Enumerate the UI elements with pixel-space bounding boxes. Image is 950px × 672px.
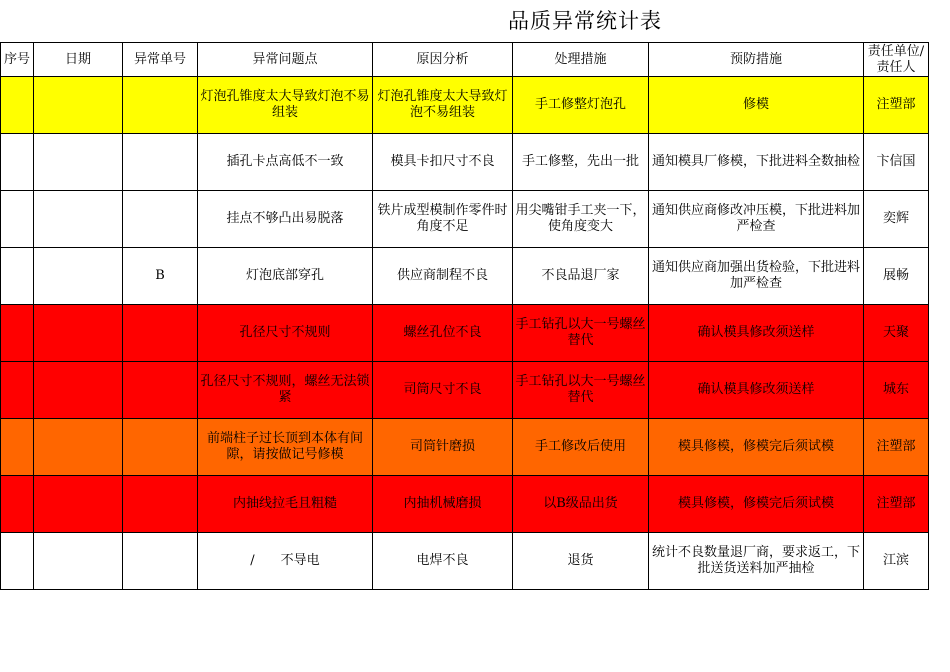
cell-date[interactable] <box>34 533 123 590</box>
cell-seq[interactable] <box>1 476 34 533</box>
cell-seq[interactable] <box>1 362 34 419</box>
header-row <box>1 43 929 77</box>
cell-seq[interactable] <box>1 419 34 476</box>
cell-seq[interactable] <box>1 305 34 362</box>
cell-order-no[interactable] <box>123 476 198 533</box>
cell-order-no[interactable] <box>123 362 198 419</box>
cell-date[interactable] <box>34 248 123 305</box>
header-order-no[interactable]: 异常单号 <box>123 43 198 77</box>
cell-cause[interactable]: 司筒针磨损 <box>373 419 513 476</box>
header-problem[interactable]: 异常问题点 <box>198 43 373 77</box>
header-cause[interactable]: 原因分析 <box>373 43 513 77</box>
cell-problem[interactable]: 插孔卡点高低不一致 <box>198 134 373 191</box>
cell-cause[interactable]: 灯泡孔锥度太大导致灯泡不易组装 <box>373 77 513 134</box>
cell-action[interactable]: 手工钻孔以大一号螺丝替代 <box>513 305 649 362</box>
header-owner[interactable]: 责任单位/责任人 <box>864 43 929 77</box>
cell-action[interactable]: 手工修改后使用 <box>513 419 649 476</box>
cell-cause[interactable]: 模具卡扣尺寸不良 <box>373 134 513 191</box>
cell-action[interactable]: 手工修整，先出一批 <box>513 134 649 191</box>
cell-prevention[interactable]: 通知供应商加强出货检验，下批进料加严检查 <box>649 248 864 305</box>
cell-problem[interactable]: 孔径尺寸不规则 <box>198 305 373 362</box>
cell-action[interactable]: 退货 <box>513 533 649 590</box>
cell-date[interactable] <box>34 134 123 191</box>
table-row <box>1 134 929 191</box>
cell-owner[interactable]: 奕辉 <box>864 191 929 248</box>
cell-owner[interactable]: 卞信国 <box>864 134 929 191</box>
cell-owner[interactable]: 天聚 <box>864 305 929 362</box>
header-prevention[interactable]: 预防措施 <box>649 43 864 77</box>
cell-problem[interactable]: 前端柱子过长顶到本体有间隙，请按做记号修模 <box>198 419 373 476</box>
header-date[interactable]: 日期 <box>34 43 123 77</box>
cell-cause[interactable]: 铁片成型模制作零件时角度不足 <box>373 191 513 248</box>
cell-problem[interactable]: / 不导电 <box>198 533 373 590</box>
table-row <box>1 362 929 419</box>
table-row <box>1 305 929 362</box>
cell-order-no[interactable] <box>123 419 198 476</box>
table-row <box>1 533 929 590</box>
cell-action[interactable]: 不良品退厂家 <box>513 248 649 305</box>
cell-problem[interactable]: 挂点不够凸出易脱落 <box>198 191 373 248</box>
cell-seq[interactable] <box>1 77 34 134</box>
cell-date[interactable] <box>34 419 123 476</box>
cell-order-no[interactable] <box>123 305 198 362</box>
cell-action[interactable]: 以B级品出货 <box>513 476 649 533</box>
table-row <box>1 77 929 134</box>
cell-owner[interactable]: 注塑部 <box>864 77 929 134</box>
cell-order-no[interactable] <box>123 134 198 191</box>
cell-order-no[interactable] <box>123 191 198 248</box>
sheet-title: 品质异常统计表 <box>508 9 662 33</box>
table-row <box>1 248 929 305</box>
cell-owner[interactable]: 注塑部 <box>864 419 929 476</box>
cell-owner[interactable]: 展畅 <box>864 248 929 305</box>
cell-owner[interactable]: 注塑部 <box>864 476 929 533</box>
cell-prevention[interactable]: 统计不良数量退厂商，要求返工，下批送货送料加严抽检 <box>649 533 864 590</box>
cell-seq[interactable] <box>1 134 34 191</box>
table-row <box>1 419 929 476</box>
cell-prevention[interactable]: 通知供应商修改冲压模，下批进料加严检查 <box>649 191 864 248</box>
cell-order-no[interactable]: B <box>123 248 198 305</box>
cell-problem[interactable]: 灯泡底部穿孔 <box>198 248 373 305</box>
cell-action[interactable]: 用尖嘴钳手工夹一下，使角度变大 <box>513 191 649 248</box>
cell-prevention[interactable]: 确认模具修改须送样 <box>649 362 864 419</box>
cell-seq[interactable] <box>1 248 34 305</box>
cell-cause[interactable]: 螺丝孔位不良 <box>373 305 513 362</box>
table-row <box>1 191 929 248</box>
cell-problem[interactable]: 孔径尺寸不规则，螺丝无法锁紧 <box>198 362 373 419</box>
cell-prevention[interactable]: 修模 <box>649 77 864 134</box>
header-seq[interactable]: 序号 <box>1 43 34 77</box>
cell-seq[interactable] <box>1 191 34 248</box>
header-action[interactable]: 处理措施 <box>513 43 649 77</box>
quality-table <box>0 42 929 590</box>
cell-owner[interactable]: 江滨 <box>864 533 929 590</box>
cell-cause[interactable]: 内抽机械磨损 <box>373 476 513 533</box>
cell-prevention[interactable]: 模具修模，修模完后须试模 <box>649 476 864 533</box>
cell-prevention[interactable]: 通知模具厂修模，下批进料全数抽检 <box>649 134 864 191</box>
cell-problem[interactable]: 内抽线拉毛且粗糙 <box>198 476 373 533</box>
cell-action[interactable]: 手工修整灯泡孔 <box>513 77 649 134</box>
cell-owner[interactable]: 城东 <box>864 362 929 419</box>
cell-date[interactable] <box>34 305 123 362</box>
cell-date[interactable] <box>34 77 123 134</box>
cell-problem[interactable]: 灯泡孔锥度太大导致灯泡不易组装 <box>198 77 373 134</box>
cell-action[interactable]: 手工钻孔以大一号螺丝替代 <box>513 362 649 419</box>
cell-order-no[interactable] <box>123 77 198 134</box>
cell-seq[interactable] <box>1 533 34 590</box>
cell-cause[interactable]: 司筒尺寸不良 <box>373 362 513 419</box>
cell-date[interactable] <box>34 476 123 533</box>
cell-cause[interactable]: 电焊不良 <box>373 533 513 590</box>
cell-prevention[interactable]: 确认模具修改须送样 <box>649 305 864 362</box>
table-row <box>1 476 929 533</box>
cell-date[interactable] <box>34 191 123 248</box>
cell-cause[interactable]: 供应商制程不良 <box>373 248 513 305</box>
cell-prevention[interactable]: 模具修模，修模完后须试模 <box>649 419 864 476</box>
cell-order-no[interactable] <box>123 533 198 590</box>
cell-date[interactable] <box>34 362 123 419</box>
